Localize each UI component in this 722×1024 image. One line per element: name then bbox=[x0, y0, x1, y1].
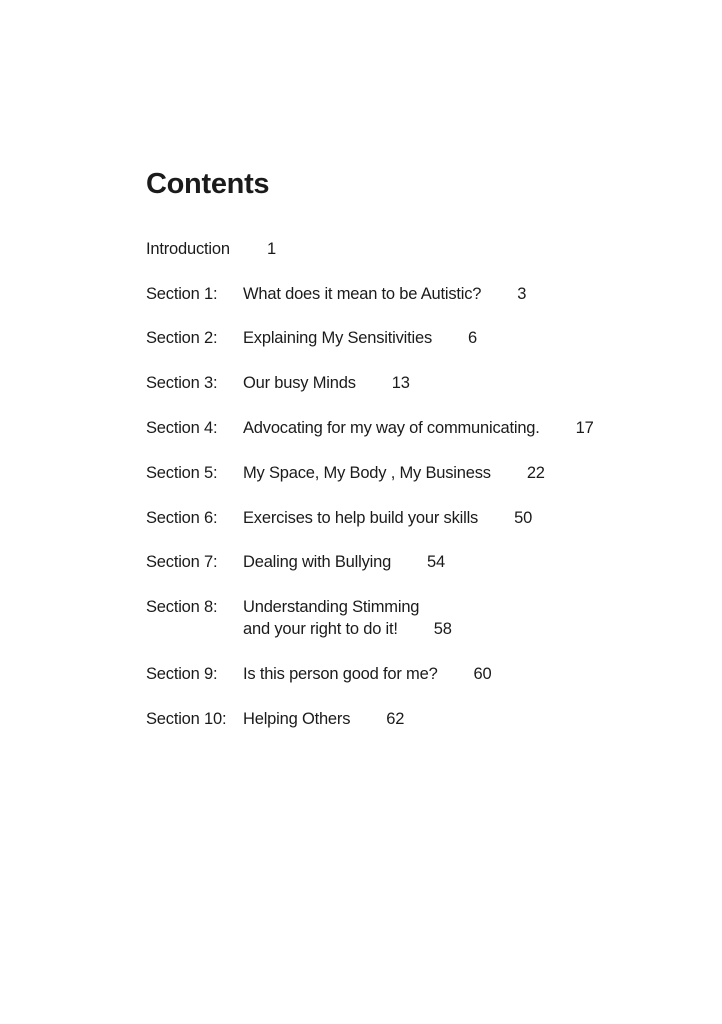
toc-section-title: My Space, My Body , My Business 22 bbox=[243, 464, 545, 482]
toc-page-number: 62 bbox=[386, 710, 405, 728]
toc-page-number: 58 bbox=[433, 620, 452, 638]
toc-section-label: Section 6: bbox=[146, 509, 218, 527]
toc-section-title: Understanding Stimming and your right to do it! 58 bbox=[243, 598, 452, 638]
toc-section-title: Explaining My Sensitivities 6 bbox=[243, 329, 477, 347]
toc-section-label: Section 2: bbox=[146, 329, 218, 347]
toc-page-number: 22 bbox=[526, 464, 545, 482]
toc-page-number: 13 bbox=[391, 374, 410, 392]
toc-section-title: Our busy Minds 13 bbox=[243, 374, 410, 392]
toc-section-label: Section 3: bbox=[146, 374, 218, 392]
toc-section-title: Is this person good for me? 60 bbox=[243, 665, 492, 683]
toc-section-title: What does it mean to be Autistic? 3 bbox=[243, 285, 527, 303]
toc-section-label: Section 1: bbox=[146, 285, 218, 303]
toc-section-label: Section 8: bbox=[146, 598, 218, 616]
toc-section-label: Section 4: bbox=[146, 419, 218, 437]
toc-section-title: Dealing with Bullying 54 bbox=[243, 553, 445, 571]
toc-section-label: Section 9: bbox=[146, 665, 218, 683]
page-title: Contents bbox=[146, 168, 270, 200]
toc-section-label: Section 10: bbox=[146, 710, 227, 728]
toc-page-number: 17 bbox=[575, 419, 594, 437]
toc-page-number: 6 bbox=[468, 329, 477, 347]
toc-section-title: Exercises to help build your skills 50 bbox=[243, 509, 533, 527]
toc-page-number: 3 bbox=[517, 285, 527, 303]
toc-page-number: 60 bbox=[473, 665, 492, 683]
toc-page-number: 1 bbox=[267, 240, 276, 258]
toc-page-number: 54 bbox=[427, 553, 445, 571]
toc-section-title: Advocating for my way of communicating. 17 bbox=[243, 419, 594, 437]
toc-entry-title: Introduction bbox=[146, 240, 230, 258]
toc-section-label: Section 7: bbox=[146, 553, 218, 571]
toc-section-label: Section 5: bbox=[146, 464, 218, 482]
toc-section-title: Helping Others 62 bbox=[243, 710, 405, 728]
toc-page-number: 50 bbox=[514, 509, 533, 527]
